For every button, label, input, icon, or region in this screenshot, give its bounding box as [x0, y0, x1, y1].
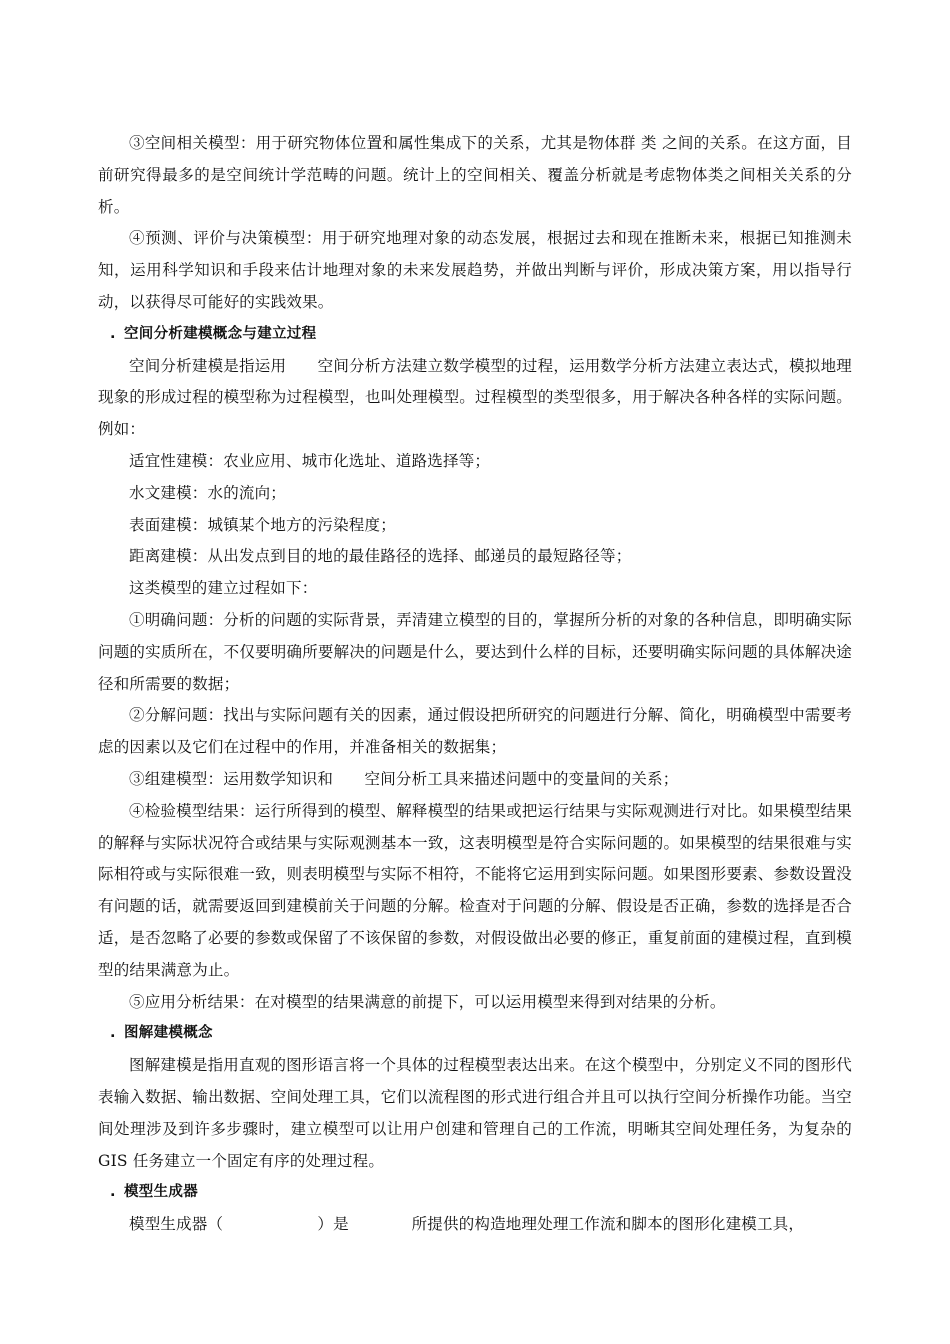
- paragraph-graphical-modeling: 图解建模是指用直观的图形语言将一个具体的过程模型表达出来。在这个模型中，分别定义不同的图形代表输入数据、输出数据、空间处理工具，它们以流程图的形式进行组合并且可以执行空间分析操作功能。当空间处理涉及到许多步骤时，建立模型可以让用户创建和管理自己的工作流，明晰其空间处理任务，为复杂的GIS 任务建立一个固定有序的处理过程。: [98, 1056, 852, 1170]
- section-heading-model-builder: [98, 1177, 852, 1209]
- heading-text: 图解建模概念: [124, 1025, 213, 1042]
- document-body: [98, 128, 852, 1241]
- paragraph-hydrology-modeling: 水文建模：水的流向；: [129, 483, 287, 502]
- paragraph-suitability-modeling: 适宜性建模：农业应用、城市化选址、道路选择等；: [129, 451, 491, 470]
- paragraph-process-intro: 这类模型的建立过程如下：: [129, 579, 318, 598]
- paragraph-prediction-model: ④预测、评价与决策模型：用于研究地理对象的动态发展，根据过去和现在推断未来，根据已知推测未知，运用科学知识和手段来估计地理对象的未来发展趋势，并做出判断与评价，形成决策方案，用以指导行动，以获得尽可能好的实践效果。: [98, 229, 852, 311]
- paragraph-spatial-correlation-model: ③空间相关模型：用于研究物体位置和属性集成下的关系，尤其是物体群 类 之间的关系。在这方面，目前研究得最多的是空间统计学范畴的问题。统计上的空间相关、覆盖分析就是考虑物体类之间相关关系的分析。: [98, 134, 852, 216]
- paragraph-modeling-definition: 空间分析建模是指运用 空间分析方法建立数学模型的过程，运用数学分析方法建立表达式，模拟地理现象的形成过程的模型称为过程模型，也叫处理模型。过程模型的类型很多，用于解决各种各样的实际问题。例如：: [98, 356, 852, 439]
- paragraph-distance-modeling: 距离建模：从出发点到目的地的最佳路径的选择、邮递员的最短路径等；: [129, 547, 632, 566]
- heading-bullet: .: [110, 1184, 116, 1201]
- heading-bullet: .: [110, 1025, 116, 1042]
- section-heading-graphical-modeling: [98, 1018, 852, 1050]
- paragraph-step-decompose-problem: ②分解问题：找出与实际问题有关的因素，通过假设把所研究的问题进行分解、简化，明确模型中需要考虑的因素以及它们在过程中的作用，并准备相关的数据集；: [98, 706, 852, 757]
- paragraph-step-apply-results: ⑤应用分析结果：在对模型的结果满意的前提下，可以运用模型来得到对结果的分析。: [129, 992, 726, 1011]
- heading-text: 空间分析建模概念与建立过程: [124, 325, 317, 342]
- heading-bullet: .: [110, 325, 116, 342]
- paragraph-step-define-problem: ①明确问题：分析的问题的实际背景，弄清建立模型的目的，掌握所分析的对象的各种信息，即明确实际问题的实质所在，不仅要明确所要解决的问题是什么，要达到什么样的目标，还要明确实际问题的具体解决途径和所需要的数据；: [98, 610, 852, 693]
- section-heading-modeling-process: [98, 319, 852, 351]
- heading-text: 模型生成器: [124, 1184, 198, 1201]
- paragraph-model-builder: 模型生成器（ ）是 所提供的构造地理处理工作流和脚本的图形化建模工具，: [129, 1215, 805, 1234]
- paragraph-surface-modeling: 表面建模：城镇某个地方的污染程度；: [129, 515, 396, 534]
- paragraph-step-verify-results: ④检验模型结果：运行所得到的模型、解释模型的结果或把运行结果与实际观测进行对比。如果模型结果的解释与实际状况符合或结果与实际观测基本一致，这表明模型是符合实际问题的。如果模型的结果很难与实际相符或与实际很难一致，则表明模型与实际不相符，不能将它运用到实际问题。如果图形要素、参数设置没有问题的话，就需要返回到建模前关于问题的分解。检查对于问题的分解、假设是否正确，参数的选择是否合适，是否忽略了必要的参数或保留了不该保留的参数，对假设做出必要的修正，重复前面的建模过程，直到模型的结果满意为止。: [98, 801, 852, 979]
- paragraph-step-build-model: ③组建模型：运用数学知识和 空间分析工具来描述问题中的变量间的关系；: [129, 769, 679, 788]
